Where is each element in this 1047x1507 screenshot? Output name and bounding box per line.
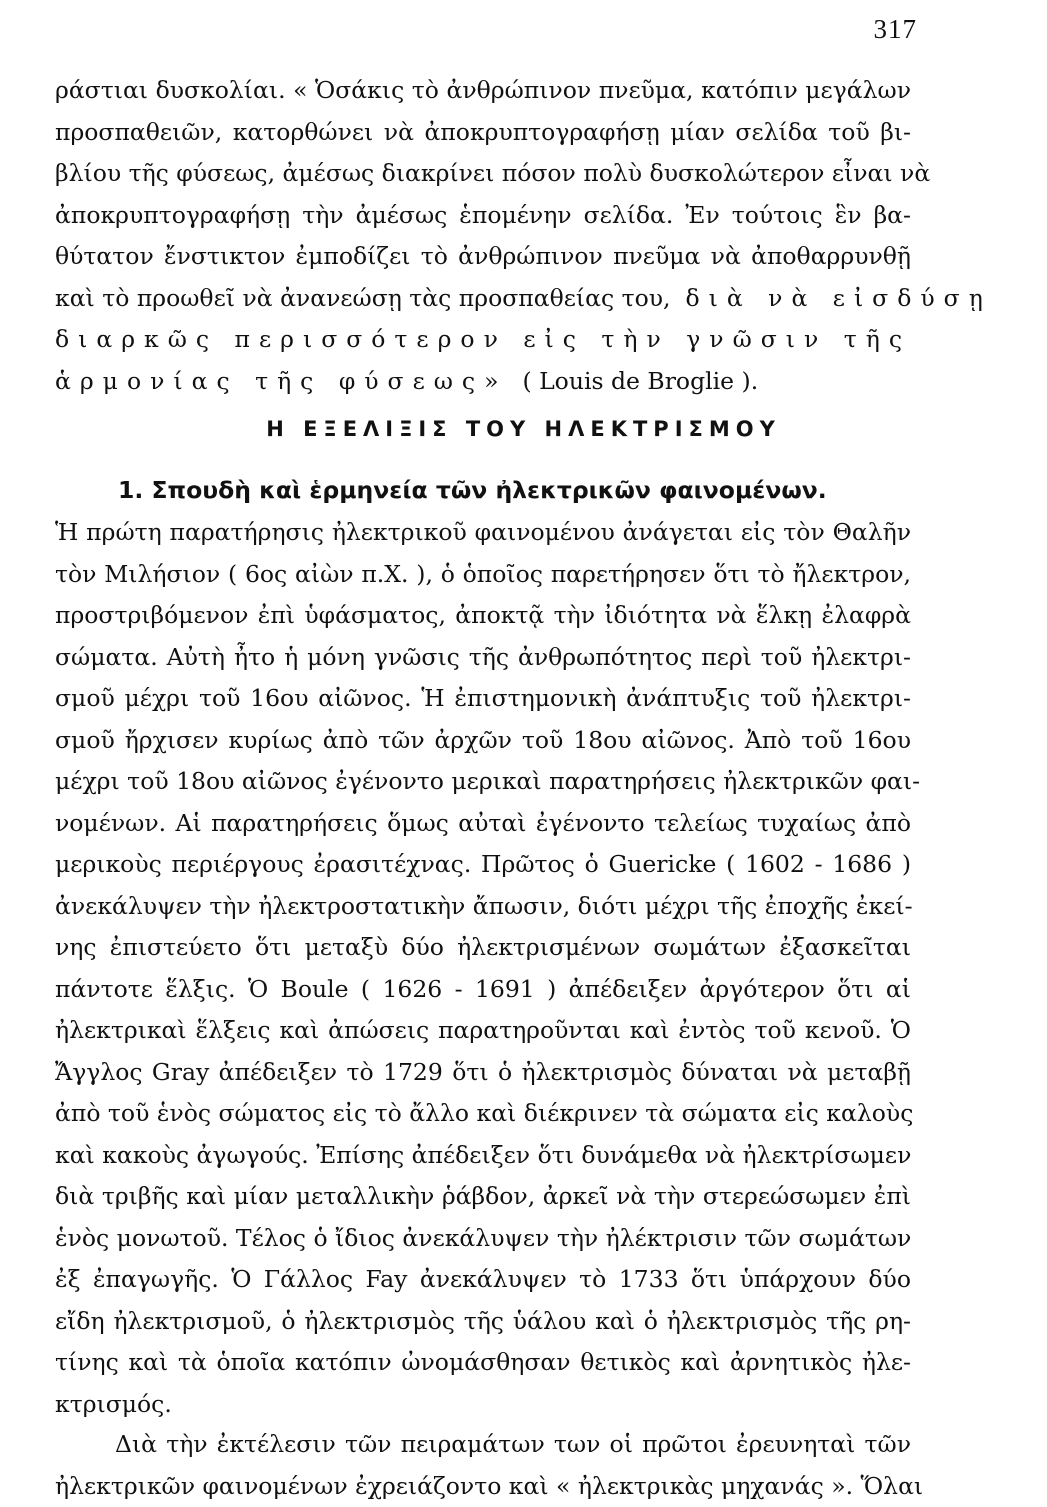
text-line: ἑνὸς μονωτοῦ. Τέλος ὁ ἴδιος ἀνεκάλυψεν τὴν ἠλέκτρισιν τῶν σωμάτων (55, 1218, 911, 1260)
text-line: μέχρι τοῦ 18ου αἰῶνος ἐγένοντο μερικαὶ παρατηρήσεις ἠλεκτρικῶν φαι- (55, 761, 911, 803)
text-line: πάντοτε ἕλξις. Ὁ Boule ( 1626 - 1691 ) ἀπέδειξεν ἀργότερον ὅτι αἱ (55, 969, 911, 1011)
text-line: ἠλεκτρικαὶ ἕλξεις καὶ ἀπώσεις παρατηροῦνται καὶ ἐντὸς τοῦ κενοῦ. Ὁ (55, 1010, 911, 1052)
spaced-emphasis: ἁρμονίας τῆς φύσεως» (55, 367, 507, 395)
text-line: νης ἐπιστεύετο ὅτι μεταξὺ δύο ἠλεκτρισμένων σωμάτων ἐξασκεῖται (55, 927, 911, 969)
spaced-emphasis-line: διαρκῶς περισσότερον εἰς τὴν γνῶσιν τῆς (55, 319, 911, 361)
text-line: προσπαθειῶν, κατορθώνει νὰ ἀποκρυπτογραφήσῃ μίαν σελίδα τοῦ βι- (55, 112, 911, 154)
subsection-title: 1. Σπουδὴ καὶ ἑρμηνεία τῶν ἠλεκτρικῶν φαινομένων. (118, 476, 911, 504)
text-line: θύτατον ἔνστικτον ἐμποδίζει τὸ ἀνθρώπινον πνεῦμα νὰ ἀποθαρρυνθῇ (55, 236, 911, 278)
body-paragraph (55, 512, 911, 1425)
text-line: Ἄγγλος Gray ἀπέδειξεν τὸ 1729 ὅτι ὁ ἠλεκτρισμὸς δύναται νὰ μεταβῇ (55, 1052, 911, 1094)
quote-attribution: ( Louis de Broglie ). (522, 367, 758, 395)
text-line: καὶ κακοὺς ἀγωγούς. Ἐπίσης ἀπέδειξεν ὅτι δυνάμεθα νὰ ἠλεκτρίσωμεν (55, 1135, 911, 1177)
text-line: ἀνεκάλυψεν τὴν ἠλεκτροστατικὴν ἄπωσιν, διότι μέχρι τῆς ἐποχῆς ἐκεί- (55, 886, 911, 928)
text-line: ἀποκρυπτογραφήσῃ τὴν ἀμέσως ἑπομένην σελίδα. Ἐν τούτοις ἓν βα- (55, 195, 911, 237)
text-line: τίνης καὶ τὰ ὁποῖα κατόπιν ὠνομάσθησαν θετικὸς καὶ ἀρνητικὸς ἠλε- (55, 1342, 911, 1384)
text-line: τὸν Μιλήσιον ( 6ος αἰὼν π.Χ. ), ὁ ὁποῖος παρετήρησεν ὅτι τὸ ἤλεκτρον, (55, 554, 911, 596)
text-line: ἐξ ἐπαγωγῆς. Ὁ Γάλλος Fay ἀνεκάλυψεν τὸ 1733 ὅτι ὑπάρχουν δύο (55, 1259, 911, 1301)
text-line (55, 278, 911, 320)
text-line: βλίου τῆς φύσεως, ἀμέσως διακρίνει πόσον πολὺ δυσκολώτερον εἶναι νὰ (55, 153, 911, 195)
text-line: ἠλεκτρικῶν φαινομένων ἐχρειάζοντο καὶ « ἠλεκτρικὰς μηχανάς ». Ὅλαι (55, 1466, 911, 1507)
text-line: ἀπὸ τοῦ ἑνὸς σώματος εἰς τὸ ἄλλο καὶ διέκρινεν τὰ σώματα εἰς καλοὺς (55, 1093, 911, 1135)
text-line: Ἡ πρώτη παρατήρησις ἠλεκτρικοῦ φαινομένου ἀνάγεται εἰς τὸν Θαλῆν (55, 512, 911, 554)
text-line: κτρισμός. (55, 1384, 911, 1426)
text-line: σώματα. Αὐτὴ ἦτο ἡ μόνη γνῶσις τῆς ἀνθρωπότητος περὶ τοῦ ἠλεκτρι- (55, 637, 911, 679)
section-title: Η ΕΞΕΛΙΞΙΣ ΤΟΥ ΗΛΕΚΤΡΙΣΜΟΥ (0, 417, 1047, 441)
closing-paragraph (55, 1424, 911, 1507)
text-line: σμοῦ μέχρι τοῦ 16ου αἰῶνος. Ἡ ἐπιστημονικὴ ἀνάπτυξις τοῦ ἠλεκτρι- (55, 678, 911, 720)
text-line: εἴδη ἠλεκτρισμοῦ, ὁ ἠλεκτρισμὸς τῆς ὑάλου καὶ ὁ ἠλεκτρισμὸς τῆς ρη- (55, 1301, 911, 1343)
spaced-emphasis: διὰ νὰ εἰσδύσῃ (685, 284, 991, 312)
text-line (55, 361, 911, 403)
text-line: προστριβόμενον ἐπὶ ὑφάσματος, ἀποκτᾷ τὴν ἰδιότητα νὰ ἕλκῃ ἐλαφρὰ (55, 595, 911, 637)
text-line: ράστιαι δυσκολίαι. « Ὁσάκις τὸ ἀνθρώπινον πνεῦμα, κατόπιν μεγάλων (55, 70, 911, 112)
intro-quote-paragraph (55, 70, 911, 402)
text-line: νομένων. Αἱ παρατηρήσεις ὅμως αὐταὶ ἐγένοντο τελείως τυχαίως ἀπὸ (55, 803, 911, 845)
text-fragment: καὶ τὸ προωθεῖ νὰ ἀνανεώσῃ τὰς προσπαθείας του, (55, 284, 671, 312)
text-line: σμοῦ ἤρχισεν κυρίως ἀπὸ τῶν ἀρχῶν τοῦ 18ου αἰῶνος. Ἀπὸ τοῦ 16ου (55, 720, 911, 762)
page-number: 317 (874, 14, 918, 45)
text-line: διὰ τριβῆς καὶ μίαν μεταλλικὴν ῥάβδον, ἀρκεῖ νὰ τὴν στερεώσωμεν ἐπὶ (55, 1176, 911, 1218)
text-line: μερικοὺς περιέργους ἐρασιτέχνας. Πρῶτος ὁ Guericke ( 1602 - 1686 ) (55, 844, 911, 886)
text-line: Διὰ τὴν ἐκτέλεσιν τῶν πειραμάτων των οἱ πρῶτοι ἐρευνηταὶ τῶν (55, 1424, 911, 1466)
